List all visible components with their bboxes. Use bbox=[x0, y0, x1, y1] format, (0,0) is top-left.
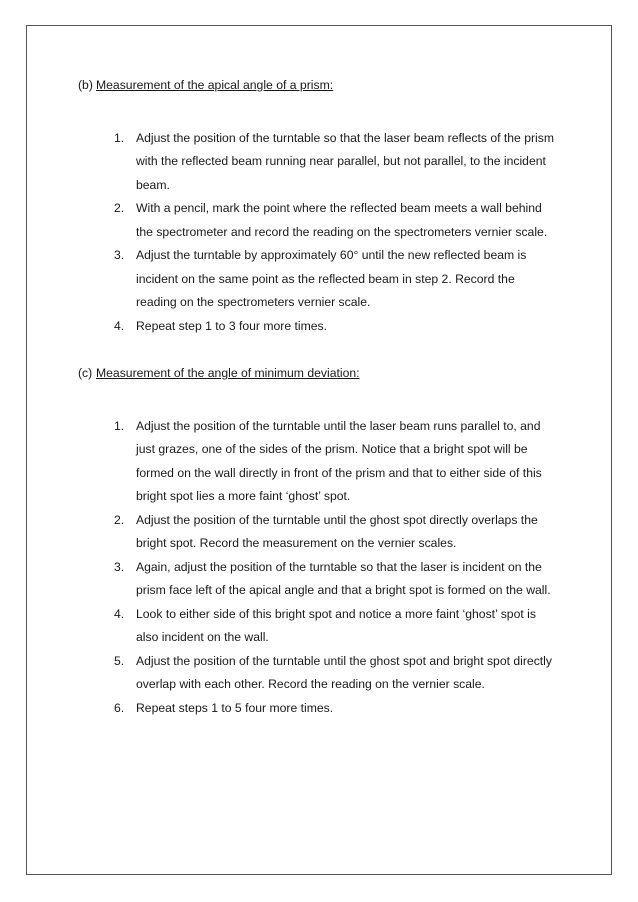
section-marker: (c) bbox=[78, 366, 93, 380]
step-text: Look to either side of this bright spot and notice a more faint ‘ghost’ spot is also incident on the wall. bbox=[136, 606, 536, 644]
step-text: Adjust the turntable by approximately 60° until the new reflected beam is incident on the same point as the reflected beam in step 2. Record the reading on the spectrometers vernier scale. bbox=[136, 248, 527, 309]
step-number: 3. bbox=[114, 559, 125, 574]
step-item bbox=[114, 509, 554, 556]
step-text: Adjust the position of the turntable until the ghost spot directly overlaps the bright spot. Record the measurement on the vernier scales. bbox=[136, 512, 538, 550]
section-marker: (b) bbox=[78, 78, 93, 92]
section-title: Measurement of the angle of minimum deviation: bbox=[96, 366, 360, 380]
step-item bbox=[114, 244, 554, 315]
step-text: Repeat step 1 to 3 four more times. bbox=[136, 318, 328, 333]
step-item bbox=[114, 197, 554, 244]
step-item bbox=[114, 697, 554, 721]
step-item bbox=[114, 315, 554, 339]
step-text: Adjust the position of the turntable so that the laser beam reflects of the prism with the reflected beam running near parallel, but not parallel, to the incident beam. bbox=[136, 130, 554, 192]
step-number: 2. bbox=[114, 512, 125, 527]
step-number: 1. bbox=[114, 418, 125, 433]
step-item bbox=[114, 127, 554, 198]
step-item bbox=[114, 650, 554, 697]
step-list-b bbox=[114, 127, 554, 339]
step-text: Repeat steps 1 to 5 four more times. bbox=[136, 700, 334, 715]
step-text: With a pencil, mark the point where the reflected beam meets a wall behind the spectrometer and record the reading on the spectrometers vernier scale. bbox=[136, 201, 548, 239]
step-number: 1. bbox=[114, 130, 125, 145]
step-list-c bbox=[114, 415, 554, 721]
section-title: Measurement of the apical angle of a prism: bbox=[96, 78, 334, 92]
step-text: Adjust the position of the turntable until the laser beam runs parallel to, and just grazes, one of the sides of the prism. Notice that a bright spot will be formed on the wall directly in front of the prism and that to either side of this bright spot lies a more faint ‘ghost’ spot. bbox=[136, 418, 542, 503]
step-number: 2. bbox=[114, 201, 125, 215]
step-number: 4. bbox=[114, 606, 125, 621]
step-item bbox=[114, 556, 554, 603]
step-number: 4. bbox=[114, 318, 125, 333]
document-body bbox=[78, 74, 578, 720]
step-item bbox=[114, 603, 554, 650]
section-heading-b bbox=[78, 74, 578, 98]
step-text: Again, adjust the position of the turntable so that the laser is incident on the prism face left of the apical angle and that a bright spot is formed on the wall. bbox=[136, 559, 551, 597]
step-item bbox=[114, 415, 554, 509]
step-text: Adjust the position of the turntable until the ghost spot and bright spot directly overlap with each other. Record the reading on the vernier scale. bbox=[136, 653, 552, 691]
step-number: 3. bbox=[114, 248, 125, 262]
step-number: 5. bbox=[114, 653, 125, 668]
step-number: 6. bbox=[114, 700, 125, 715]
section-heading-c bbox=[78, 362, 578, 386]
